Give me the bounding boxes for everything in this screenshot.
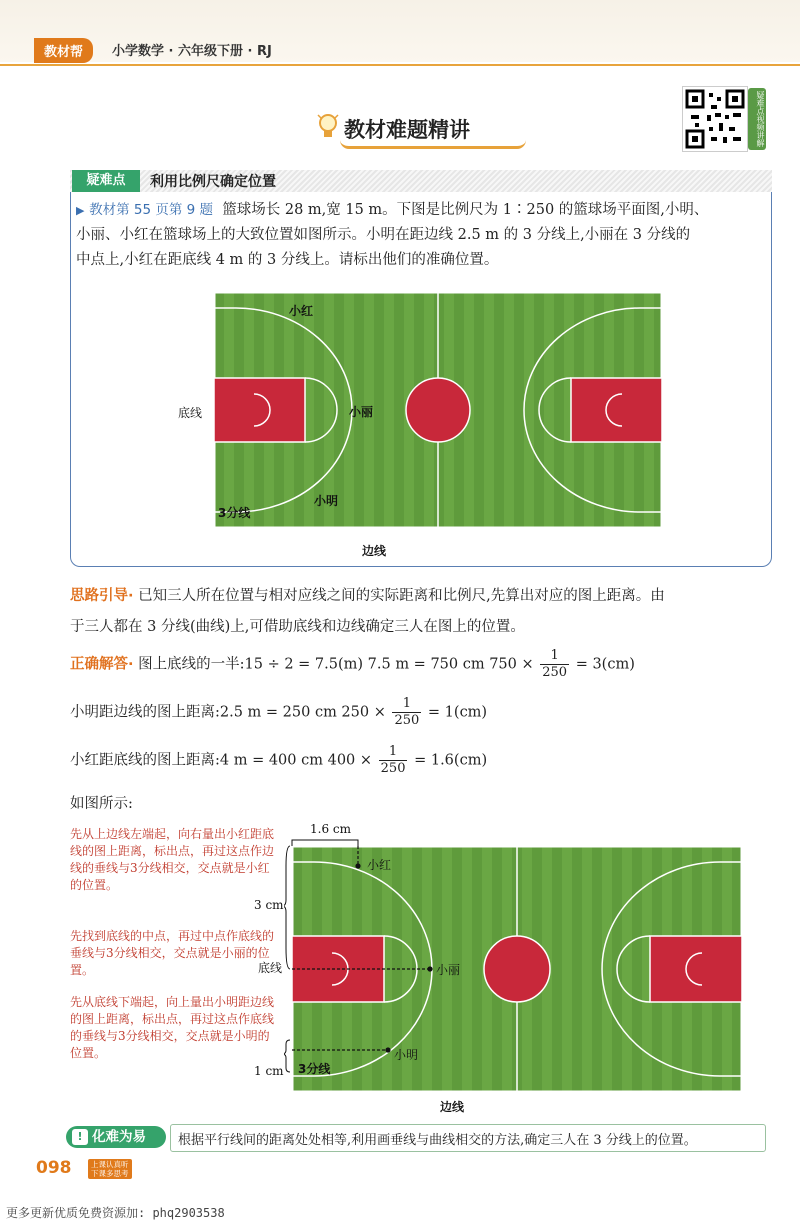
label-xiaoming: 小明 bbox=[394, 1048, 419, 1062]
center-circle bbox=[406, 378, 470, 442]
problem-statement bbox=[76, 198, 766, 273]
lightbulb-icon bbox=[316, 112, 340, 142]
section-title: 教材难题精讲 bbox=[344, 118, 470, 142]
center-circle bbox=[484, 936, 550, 1002]
answer-label: 正确解答 bbox=[70, 656, 128, 673]
label-baseline: 底线 bbox=[258, 961, 283, 975]
tip-icon: ! bbox=[72, 1129, 88, 1145]
label-xiaohong: 小红 bbox=[367, 858, 392, 872]
dimension-marks bbox=[284, 836, 374, 1086]
textbook-source: 教材第 55 页第 9 题 bbox=[89, 202, 214, 218]
header-rule bbox=[0, 64, 800, 66]
paint-left bbox=[214, 378, 305, 442]
label-xiaohong: 小红 bbox=[289, 304, 314, 318]
footer-note: 更多更新优质免费资源加: phq2903538 bbox=[6, 1206, 225, 1220]
answer-line-2 bbox=[70, 696, 487, 729]
answer-text: 小明距边线的图上距离:2.5 m = 250 cm 250 × bbox=[70, 704, 386, 721]
page-number: 098 bbox=[36, 1158, 72, 1178]
annotation-xiaoli: 先找到底线的中点，再过中点作底线的垂线与3分线相交，交点就是小丽的位置。 bbox=[70, 929, 275, 977]
problem-line: 小丽、小红在篮球场上的大致位置如图所示。小明在距边线 2.5 m 的 3 分线上,小丽在 3 分线的 bbox=[76, 227, 691, 243]
tip-badge-label: 化难为易 bbox=[92, 1129, 146, 1145]
label-3pt-line: 3分线 bbox=[218, 506, 251, 520]
section-title-underline bbox=[340, 140, 526, 149]
answer-text: = 3(cm) bbox=[575, 656, 635, 673]
hint-label: 思路引导 bbox=[70, 588, 128, 604]
tip-badge bbox=[66, 1126, 166, 1148]
tip-text: 根据平行线间的距离处处相等,利用画垂线与曲线相交的方法,确定三人在 3 分线上的位置。 bbox=[178, 1133, 697, 1148]
hint-block: 思路引导· 已知三人所在位置与相对应线之间的实际距离和比例尺,先算出对应的图上距离。由 于三人都在 3 分线(曲线)上,可借助底线和边线确定三人在图上的位置。 bbox=[70, 584, 780, 640]
paint-right bbox=[650, 936, 742, 1002]
annotation-xiaoming: 先从底线下端起，向上量出小明距边线的图上距离，标出点，再过这点作底线的垂线与3分线相交，交点就是小明的位置。 bbox=[70, 995, 275, 1060]
label-baseline: 底线 bbox=[178, 406, 203, 420]
label-3pt-line: 3分线 bbox=[298, 1062, 331, 1076]
hint-line: 于三人都在 3 分线(曲线)上,可借助底线和边线确定三人在图上的位置。 bbox=[70, 619, 525, 635]
difficulty-tag: 疑难点 bbox=[72, 170, 140, 192]
hint-line: 已知三人所在位置与相对应线之间的实际距离和比例尺,先算出对应的图上距离。由 bbox=[138, 588, 665, 604]
dimension-1-6cm: 1.6 cm bbox=[310, 822, 351, 836]
as-shown: 如图所示: bbox=[70, 796, 133, 812]
label-xiaoli: 小丽 bbox=[349, 405, 374, 419]
qr-code-icon[interactable] bbox=[682, 86, 748, 152]
answer-text: 图上底线的一半:15 ÷ 2 = 7.5(m) 7.5 m = 750 cm 750 × bbox=[138, 656, 534, 673]
fraction: $\frac{1}{250}$ bbox=[394, 696, 420, 728]
label-sideline: 边线 bbox=[440, 1100, 465, 1114]
paint-right bbox=[571, 378, 662, 442]
problem-line: 篮球场长 28 m,宽 15 m。下图是比例尺为 1∶250 的篮球场平面图,小明、 bbox=[222, 202, 709, 218]
annotation-xiaohong: 先从上边线左端起，向右量出小红距底线的图上距离，标出点，再过这点作边线的垂线与3分线相交，交点就是小红的位置。 bbox=[70, 827, 275, 892]
answer-text: = 1(cm) bbox=[427, 704, 488, 721]
label-xiaoming: 小明 bbox=[314, 494, 339, 508]
answer-text: 小红距底线的图上距离:4 m = 400 cm 400 × bbox=[70, 752, 373, 769]
brand-badge: 教材帮 bbox=[34, 38, 93, 63]
problem-topic: 利用比例尺确定位置 bbox=[150, 174, 276, 190]
basketball-court-figure-1 bbox=[214, 292, 662, 528]
breadcrumb: 小学数学 · 六年级下册 · RJ bbox=[112, 44, 272, 59]
page-slogan: 上课认真听 下课多思考 bbox=[88, 1159, 132, 1179]
dimension-3cm: 3 cm bbox=[254, 898, 284, 912]
answer-text: = 1.6(cm) bbox=[414, 752, 488, 769]
dimension-1cm: 1 cm bbox=[254, 1064, 284, 1078]
problem-line: 中点上,小红在距底线 4 m 的 3 分线上。请标出他们的准确位置。 bbox=[76, 252, 499, 268]
answer-line-3 bbox=[70, 744, 487, 777]
fraction: $\frac{1}{250}$ bbox=[380, 744, 406, 776]
fraction: $\frac{1}{250}$ bbox=[542, 648, 568, 680]
qr-video-tag: 疑难点视频讲解 bbox=[748, 88, 766, 150]
point-xiaoli bbox=[427, 966, 432, 971]
triangle-bullet-icon: ▶ bbox=[76, 204, 85, 217]
point-xiaoming bbox=[385, 1047, 390, 1052]
answer-line-1: 正确解答· 图上底线的一半:15 ÷ 2 = 7.5(m) 7.5 m = 750 cm 750 × $\frac{1}{250}$ = 3(cm) bbox=[70, 648, 635, 680]
label-xiaoli: 小丽 bbox=[436, 963, 461, 977]
label-sideline: 边线 bbox=[362, 544, 387, 558]
